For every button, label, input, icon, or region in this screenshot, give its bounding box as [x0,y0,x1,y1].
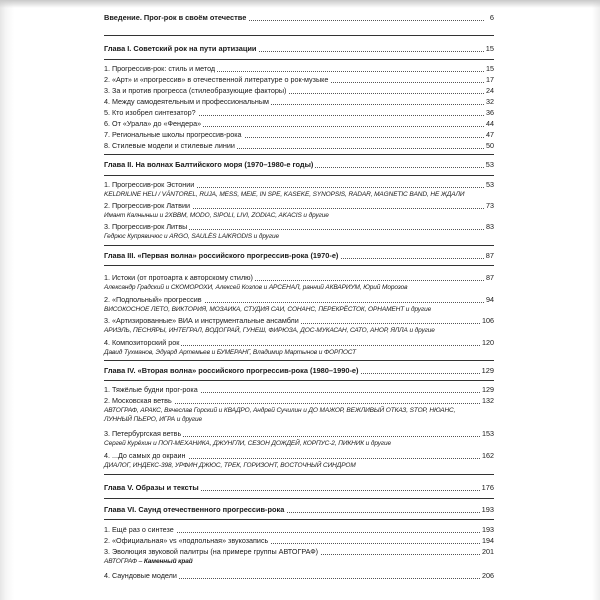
toc-entry[interactable] [104,107,494,118]
divider [104,59,494,60]
chapter-title: Глава III. «Первая волна» российского прогрессив-рока (1970-е) [104,251,339,260]
entry-title: 6. От «Урала» до «Фендера» [104,119,202,128]
toc-chapter-6[interactable] [104,504,494,515]
divider [104,35,494,36]
entry-page: 83 [486,222,494,231]
entry-page: 153 [482,429,494,438]
entry-bands: АВТОГРАФ, АРАКС, Вячеслав Горский и КВАДРО, Андрей Сучилин и ДО МАЖОР, ВЕЖЛИВЫЙ ОТКАЗ, STOP, НЮАНС, [104,407,456,414]
entry-page: 162 [482,451,494,460]
divider [104,474,494,475]
toc-entry[interactable] [104,428,494,439]
chapter-title: Глава VI. Саунд отечественного прогрессив-рока [104,505,285,514]
entry-title: 2. «Официальная» vs «подпольная» звукозапись [104,536,269,545]
entry-title: 1. Прогрессив-рок: стиль и метод [104,64,216,73]
chapter-page: 15 [485,44,494,53]
entry-title: 5. Кто изобрел синтезатор? [104,108,196,117]
entry-bands: KELDRILINE HELI / VÄNTOREL, RUJA, MESS, MEIE, IN SPE, KASEKE, SYNOPSIS, RADAR, MAGNETIC BAND, НЕ ЖДАЛИ [104,191,465,198]
entry-title: 2. «Арт» и «прогрессив» в отечественной литературе о рок-музыке [104,75,329,84]
toc-entry[interactable] [104,450,494,461]
entry-bands: АРИЭЛЬ, ПЕСНЯРЫ, ИНТЕГРАЛ, ВОДОГРАЙ, ГУНЕШ, ФИРЮЗА, ДОС-МУКАСАН, САТО, АНОР, ЯЛЛА и другие [104,327,435,334]
entry-page: 53 [486,180,494,189]
divider [104,245,494,246]
entry-page: 15 [486,64,494,73]
toc-entry[interactable] [104,337,494,348]
chapter-title: Глава V. Образы и тексты [104,483,199,492]
divider [104,154,494,155]
entry-title: 2. Прогрессив-рок Латвии [104,201,191,210]
toc-entry[interactable] [104,524,494,535]
toc-entry[interactable] [104,570,494,581]
divider [104,498,494,499]
toc-entry[interactable] [104,315,494,326]
entry-title: 3. Петербургская ветвь [104,429,182,438]
entry-page: 47 [486,130,494,139]
entry-page: 17 [486,75,494,84]
entry-title: 1. Ещё раз о синтезе [104,525,174,534]
divider [104,360,494,361]
entry-title: 4. Композиторский рок [104,338,180,347]
divider [104,175,494,176]
entry-bands: Александр Градский и СКОМОРОХИ, Алексей Козлов и АРСЕНАЛ, ранний АКВАРИУМ, Юрий Морозов [104,284,408,291]
toc-entry[interactable] [104,294,494,305]
entry-album-name: Каменный край [143,558,193,565]
entry-page: 73 [486,201,494,210]
toc-entry[interactable] [104,200,494,211]
entry-page: 106 [482,316,494,325]
entry-title: 7. Региональные школы прогрессив-рока [104,130,242,139]
entry-page: 87 [486,273,494,282]
toc-chapter-1[interactable] [104,43,494,54]
toc-entry[interactable] [104,118,494,129]
intro-title: Введение. Прог-рок в своём отечестве [104,13,247,22]
chapter-page: 87 [485,251,494,260]
toc-chapter-2[interactable] [104,159,494,170]
chapter-title: Глава IV. «Вторая волна» российского прогрессив-рока (1980–1990-е) [104,366,359,375]
entry-title: 3. Эволюция звуковой палитры (на примере группы АВТОГРАФ) [104,547,319,556]
toc-entry[interactable] [104,384,494,395]
entry-title: 8. Стилевые модели и стилевые линии [104,141,235,150]
chapter-title: Глава II. На волнах Балтийского моря (1970–1980-е годы) [104,160,314,169]
toc-entry[interactable] [104,74,494,85]
intro-page: 6 [489,13,494,22]
chapter-page: 53 [485,160,494,169]
chapter-title: Глава I. Советский рок на пути артизации [104,44,257,53]
entry-title: 4. ...До самых до окраин [104,451,186,460]
toc-intro[interactable] [104,12,494,23]
entry-page: 24 [486,86,494,95]
entry-bands: ДИАЛОГ, ИНДЕКС-398, УРФИН ДЖЮС, ТРЕК, ГОРИЗОНТ, ВОСТОЧНЫЙ СИНДРОМ [104,462,356,469]
entry-title: 3. «Артизированные» ВИА и инструментальные ансамбли [104,316,299,325]
entry-title: 1. Истоки (от протоарта к авторскому стилю) [104,273,253,282]
entry-bands: Гедрюс Купрявичюс и ARGO, SAULĖS LAIKRODIS и другие [104,233,279,240]
toc-chapter-3[interactable] [104,250,494,261]
entry-page: 36 [486,108,494,117]
entry-bands: Сергей Курёхин и ПОП-МЕХАНИКА, ДЖУНГЛИ, СЕЗОН ДОЖДЕЙ, КОРПУС-2, ПИКНИК и другие [104,440,391,447]
entry-bands: ЛУННЫЙ ПЬЕРО, ИГРА и другие [104,416,203,423]
entry-page: 120 [482,338,494,347]
entry-page: 193 [482,525,494,534]
entry-page: 201 [482,547,494,556]
entry-title: 4. Между самодеятельным и профессиональным [104,97,269,106]
entry-bands [104,557,499,566]
chapter-page: 129 [481,366,494,375]
chapter-page: 193 [481,505,494,514]
toc-entry[interactable] [104,140,494,151]
toc-entry[interactable] [104,535,494,546]
entry-page: 50 [486,141,494,150]
toc-entry[interactable] [104,129,494,140]
entry-title: 2. «Подпольный» прогрессив [104,295,202,304]
entry-page: 94 [486,295,494,304]
entry-page: 44 [486,119,494,128]
entry-title: 3. За и против прогресса (стилеобразующие факторы) [104,86,287,95]
entry-title: 2. Московская ветвь [104,396,172,405]
entry-page: 206 [482,571,494,580]
divider [104,380,494,381]
entry-title: 1. Тяжёлые будни прог-рока [104,385,198,394]
entry-page: 132 [482,396,494,405]
toc-entry[interactable] [104,63,494,74]
entry-title: 1. Прогрессив-рок Эстонии [104,180,195,189]
entry-page: 129 [482,385,494,394]
entry-band-name: АВТОГРАФ – [104,558,144,565]
page-edge-shadow [0,0,600,8]
toc-chapter-5[interactable] [104,482,494,493]
toc-entry[interactable] [104,221,494,232]
toc-entry[interactable] [104,546,494,557]
entry-bands: Имант Калныньш и 2XBBM, MODO, SIPOLI, LIVI, ZODIAC, AKACIS и другие [104,212,329,219]
chapter-page: 176 [481,483,494,492]
divider [104,265,494,266]
entry-page: 194 [482,536,494,545]
toc-chapter-4[interactable] [104,365,494,376]
entry-title: 4. Саундовые модели [104,571,177,580]
toc-entry[interactable] [104,179,494,190]
entry-bands: ВИСОКОСНОЕ ЛЕТО, ВИКТОРИЯ, МОЗАИКА, СТУДИЯ САИ, СОНАНС, ПЕРЕКРЁСТОК, ОРНАМЕНТ и другие [104,306,432,313]
toc-entry[interactable] [104,272,494,283]
toc-entry[interactable] [104,85,494,96]
divider [104,519,494,520]
entry-page: 32 [486,97,494,106]
toc-entry[interactable] [104,96,494,107]
toc-entry[interactable] [104,395,494,406]
entry-bands: Давид Тухманов, Эдуард Артемьев и БУМЕРАНГ, Владимир Мартынов и ФОРПОСТ [104,349,357,356]
entry-title: 3. Прогрессив-рок Литвы [104,222,188,231]
